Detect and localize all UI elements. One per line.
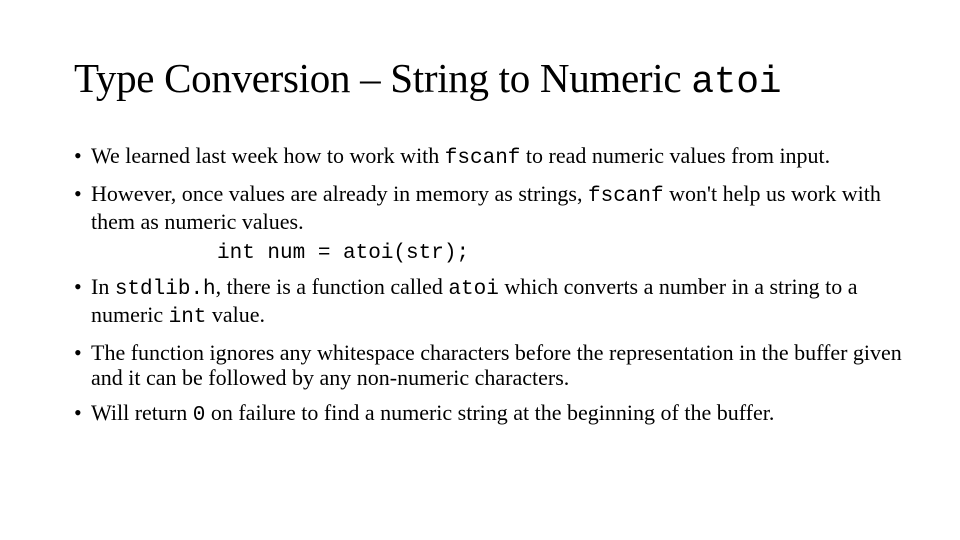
bullet-text: In	[91, 274, 115, 299]
inline-code: atoi	[448, 278, 499, 301]
inline-code: 0	[192, 404, 206, 427]
bullet-text: However, once values are already in memory as strings,	[91, 181, 588, 206]
bullet-text: , there is a function called	[215, 274, 449, 299]
bullet-text: Will return	[91, 400, 193, 425]
title-text: Type Conversion – String to Numeric	[74, 55, 692, 101]
bullet-text: won't help us work with them as numeric values.	[91, 181, 881, 234]
slide-body	[74, 143, 914, 428]
slide-title	[74, 52, 781, 109]
bullet-text: which converts a number in a string to a numeric	[91, 274, 858, 327]
bullet-text: We learned last week how to work with	[91, 143, 445, 168]
bullet-item	[74, 340, 914, 390]
bullet-item	[74, 400, 914, 428]
bullet-text: on failure to find a numeric string at the beginning of the buffer.	[205, 400, 775, 425]
bullet-text: to read numeric values from input.	[520, 143, 831, 168]
bullet-text: value.	[206, 302, 266, 327]
inline-code: fscanf	[588, 185, 664, 208]
inline-code: stdlib.h	[114, 278, 216, 301]
bullet-item	[74, 274, 914, 330]
inline-code: fscanf	[444, 147, 521, 170]
code-example: int num = atoi(str);	[217, 242, 470, 265]
title-code: atoi	[691, 61, 782, 104]
bullet-item	[74, 143, 914, 171]
bullet-item	[74, 181, 914, 234]
bullet-text: The function ignores any whitespace characters before the representation in the buffer given and it can be followed by any non-numeric characters.	[91, 340, 902, 390]
inline-code: int	[168, 306, 207, 329]
